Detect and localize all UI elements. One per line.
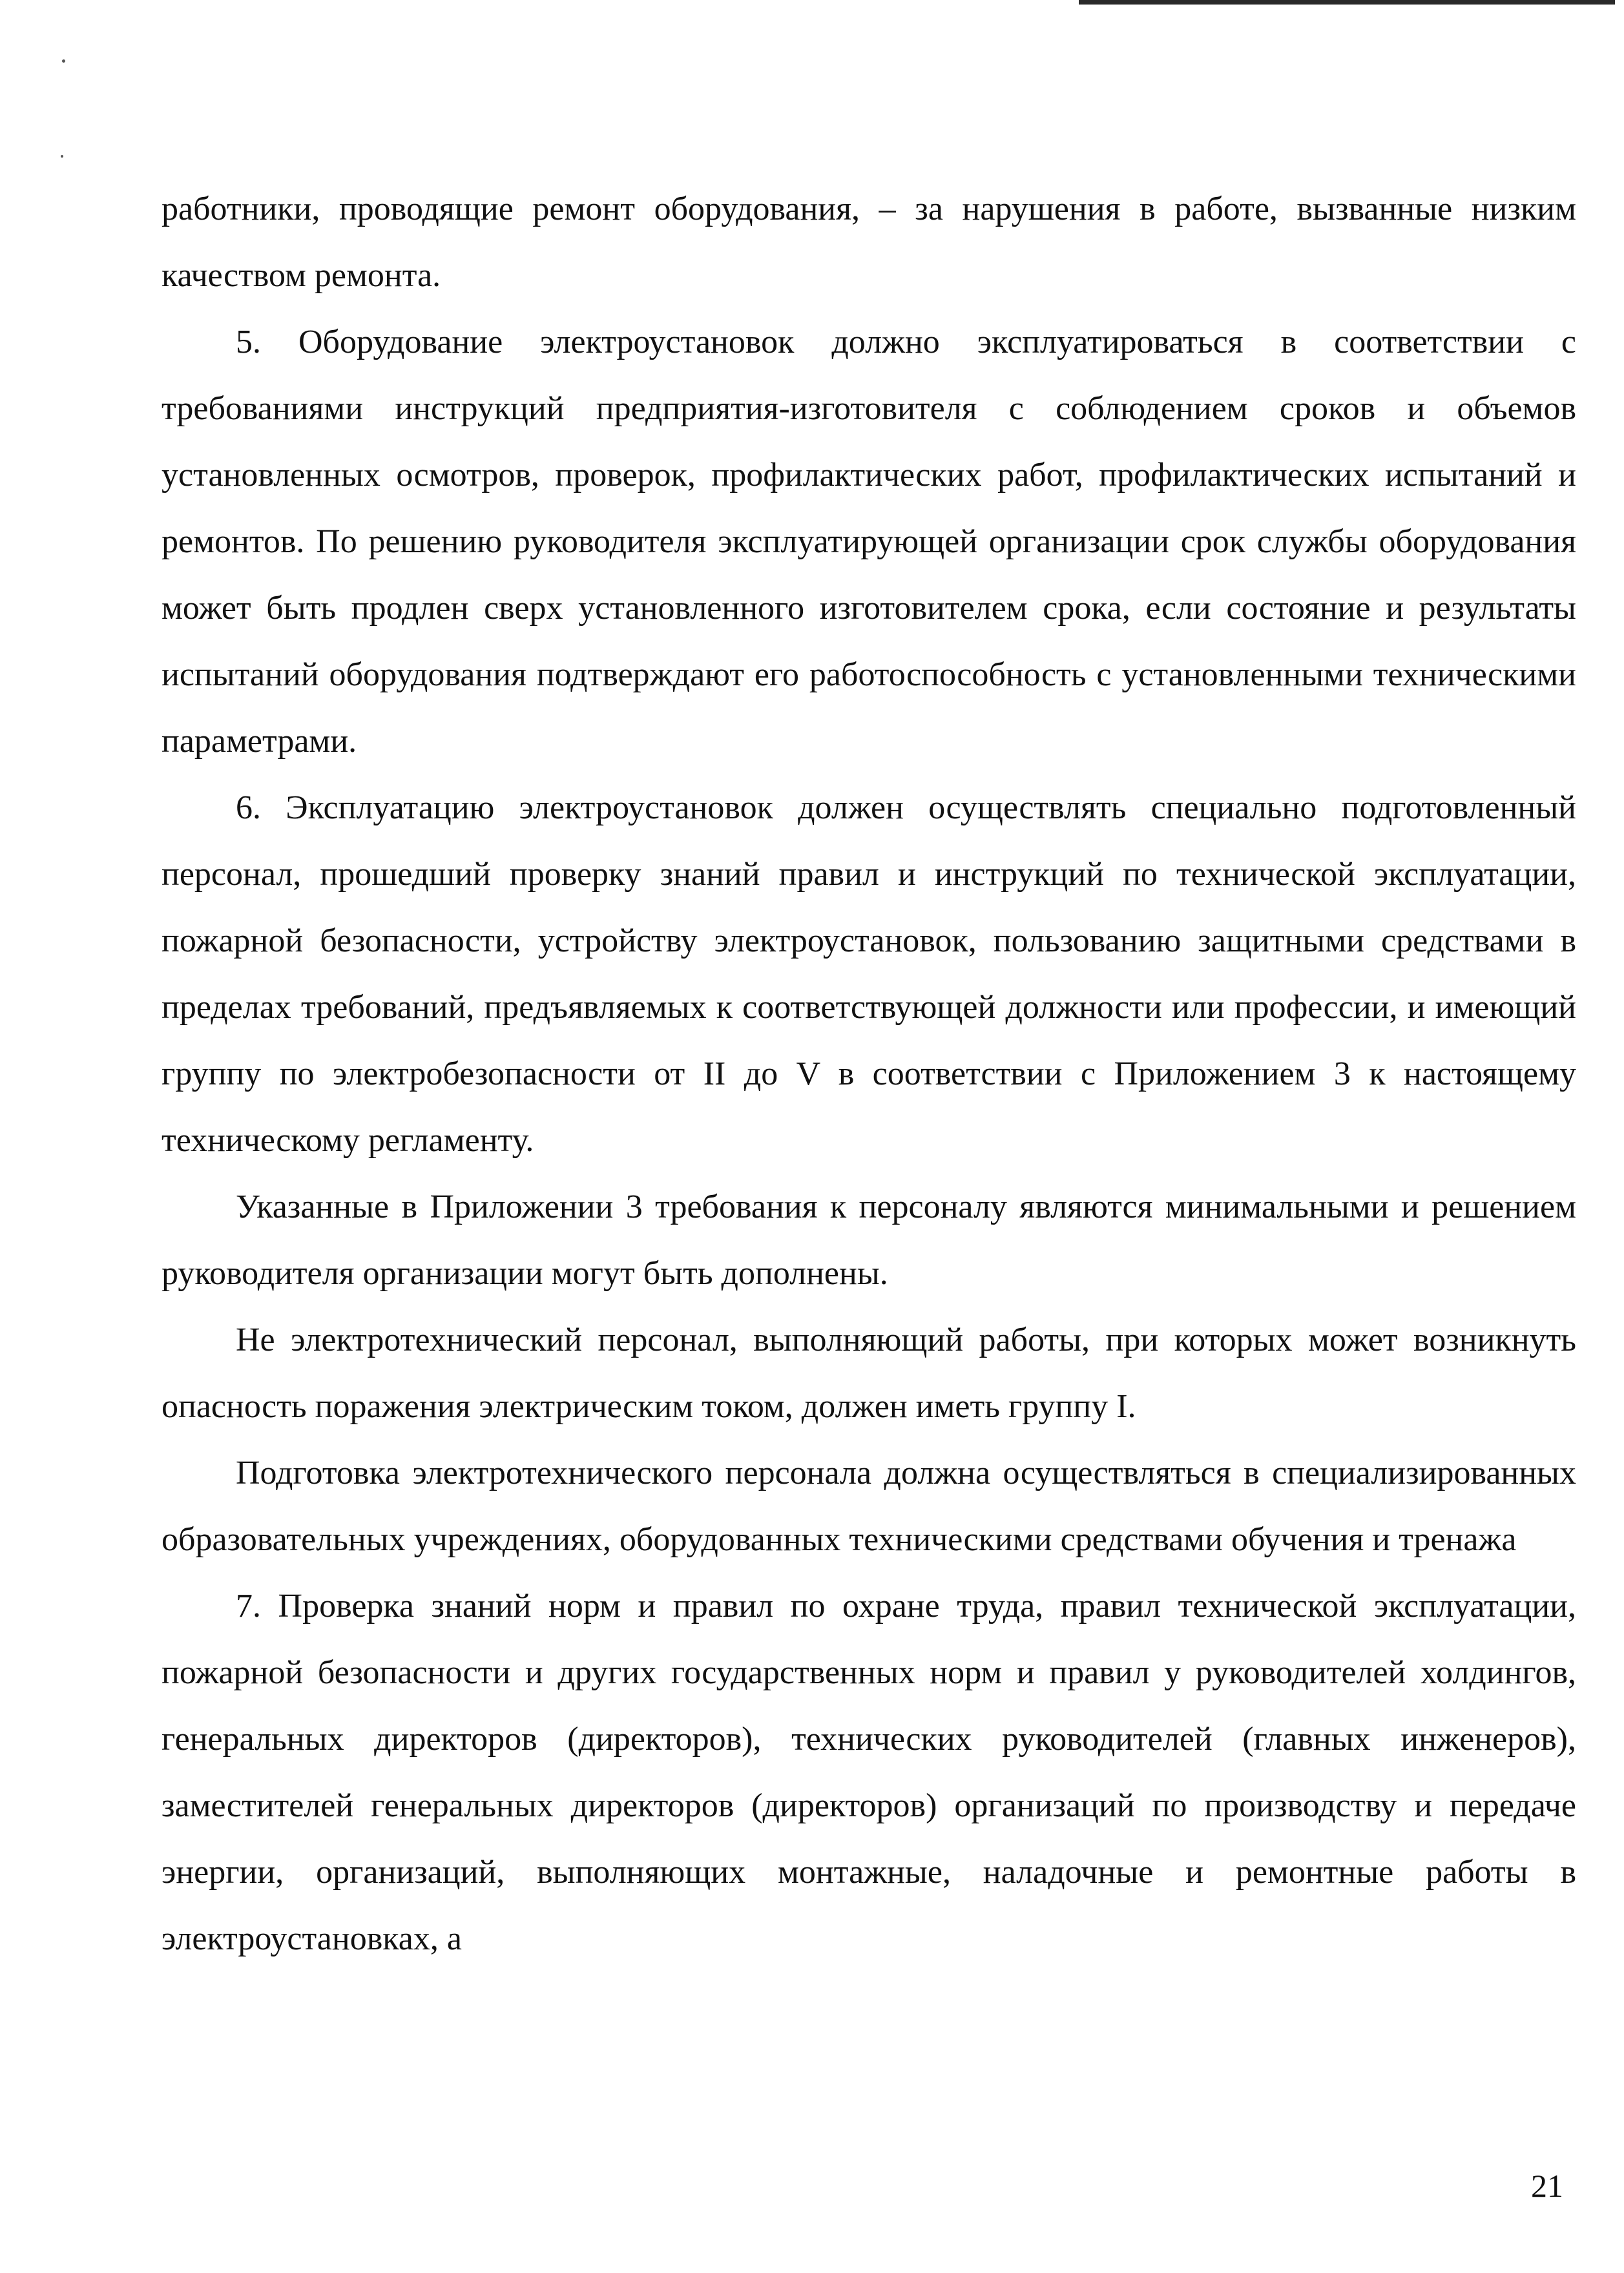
paragraph-appendix-note: Указанные в Приложении 3 требования к персоналу являются минимальными и решением руководителя организации могут быть дополнены. — [161, 1188, 1576, 1292]
scan-top-rule — [1079, 0, 1615, 5]
document-body — [161, 176, 1576, 1972]
paragraph-continuation: работники, проводящие ремонт оборудования, – за нарушения в работе, вызванные низким качеством ремонта. — [161, 191, 1576, 294]
scan-speck — [61, 155, 63, 158]
paragraph-training: Подготовка электротехнического персонала должна осуществляться в специализированных образовательных учреждениях, оборудованных техническими средствами обучения и тренажа — [161, 1455, 1576, 1558]
paragraph-item-6: 6. Эксплуатацию электроустановок должен осуществлять специально подготовленный персонал, прошедший проверку знаний правил и инструкций по технической эксплуатации, пожарной безопасности, устройству электроустановок, пользованию защитными средствами в пределах требований, предъявляемых к соответствующей должности или профессии, и имеющий группу по электробезопасности от II до V в соответствии с Приложением 3 к настоящему техническому регламенту. — [161, 789, 1576, 1159]
paragraph-non-electrical-staff: Не электротехнический персонал, выполняющий работы, при которых может возникнуть опасность поражения электрическим током, должен иметь группу I. — [161, 1322, 1576, 1425]
paragraph-item-5: 5. Оборудование электроустановок должно эксплуатироваться в соответствии с требованиями инструкций предприятия-изготовителя с соблюдением сроков и объемов установленных осмотров, проверок, профилактических работ, профилактических испытаний и ремонтов. По решению руководителя эксплуатирующей организации срок службы оборудования может быть продлен сверх установленного изготовителем срока, если состояние и результаты испытаний оборудования подтверждают его работоспособность с установленными техническими параметрами. — [161, 324, 1576, 760]
scan-speck — [62, 59, 65, 63]
paragraph-item-7: 7. Проверка знаний норм и правил по охране труда, правил технической эксплуатации, пожарной безопасности и других государственных норм и правил у руководителей холдингов, генеральных директоров (директоров), технических руководителей (главных инженеров), заместителей генеральных директоров (директоров) организаций по производству и передаче энергии, организаций, выполняющих монтажные, наладочные и ремонтные работы в электроустановках, а — [161, 1588, 1576, 1957]
page-number: 21 — [1531, 2168, 1563, 2204]
